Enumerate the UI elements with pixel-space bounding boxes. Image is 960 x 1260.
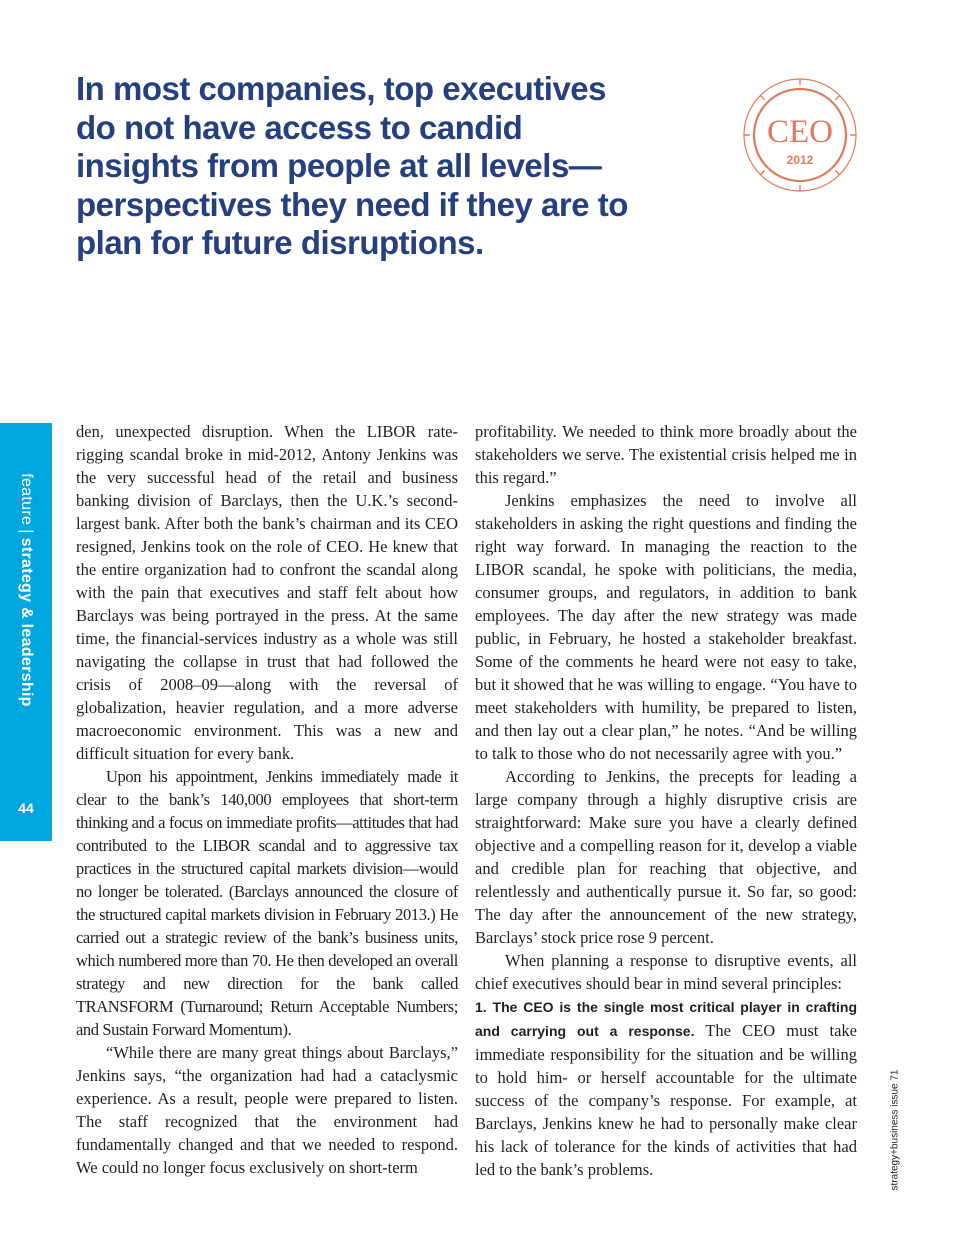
left-column [76, 420, 458, 1179]
section-label [17, 473, 35, 706]
principle-text: The CEO must take immediate responsibility for the situation and be willing to hold him- or herself accountable for the ultimate success of the company’s response. For example, at Barclays, Jenkins knew he had to personally make clear his lack of tolerance for the kinds of activities that had led to the bank’s problems. [475, 1021, 857, 1179]
seal-title: CEO [767, 114, 833, 150]
principle-paragraph [475, 995, 857, 1181]
principle-heading: 1. The CEO is the single most critical player in crafting and carrying out a response. [475, 999, 857, 1039]
right-column [475, 420, 857, 1181]
body-paragraph: den, unexpected disruption. When the LIBOR rate-rigging scandal broke in mid-2012, Antony Jenkins was the very successful head of the retail and business banking division of Barclays, then the U.K.’s second-largest bank. After both the bank’s chairman and its CEO resigned, Jenkins took on the role of CEO. He knew that the entire organization had to confront the scandal along with the pain that executives and staff felt about how Barclays was being portrayed in the press. At the same time, the financial-services industry as a whole was still navigating the collapse in trust that had followed the crisis of 2008–09—along with the reversal of globalization, heavier regulation, and a more adverse macroeconomic environment. This was a new and difficult situation for every bank. [76, 422, 458, 763]
body-paragraph: Upon his appointment, Jenkins immediately made it clear to the bank’s 140,000 employees that short-term thinking and a focus on immediate profits—attitudes that had contributed to the LIBOR scandal and to aggressive tax practices in the structured capital markets division—would no longer be tolerated. (Barclays announced the closure of the structured capital markets division in February 2013.) He carried out a strategic review of the bank’s business units, which numbered more than 70. He then developed an overall strategy and new direction for the bank called TRANSFORM (Turnaround; Return Acceptable Numbers; and Sustain Forward Momentum). [76, 767, 458, 1039]
seal-icon [741, 76, 859, 194]
seal-year: 2012 [786, 153, 814, 167]
body-paragraph: profitability. We needed to think more broadly about the stakeholders we serve. The existential crisis helped me in this regard.” [475, 422, 857, 487]
body-paragraph: Jenkins emphasizes the need to involve all stakeholders in asking the right questions and finding the right way forward. In managing the reaction to the LIBOR scandal, he spoke with politicians, the media, consumer groups, and regulators, in addition to bank employees. The day after the new strategy was made public, in February, he hosted a stakeholder breakfast. Some of the comments he heard were not easy to take, but it showed that he was willing to engage. “You have to meet stakeholders with humility, be prepared to listen, and then lay out a clear plan,” he notes. “And be willing to talk to those who do not necessarily agree with you.” [475, 491, 857, 763]
folio: strategy+business issue 71 [889, 1069, 901, 1191]
section-kicker: feature [18, 473, 35, 526]
page-number: 44 [18, 800, 34, 816]
pull-quote: In most companies, top executives do not have access to candid insights from people at all levels—perspectives they need if they are to plan for future disruptions. [76, 70, 628, 261]
body-paragraph: “While there are many great things about Barclays,” Jenkins says, “the organization had had a cataclysmic experience. As a result, people were prepared to listen. The staff recognized that the environment had fundamentally changed and that we needed to respond. We could no longer focus exclusively on short-term [76, 1043, 458, 1177]
section-title: strategy & leadership [18, 537, 35, 707]
body-paragraph: According to Jenkins, the precepts for leading a large company through a highly disruptive crisis are straightforward: Make sure you have a clearly defined objective and a compelling reason for it, develop a viable and credible plan for reaching that objective, and relentlessly and authentically pursue it. So far, so good: The day after the announcement of the new strategy, Barclays’ stock price rose 9 percent. [475, 767, 857, 947]
ceo-2012-seal [741, 76, 859, 194]
section-separator: | [18, 529, 35, 534]
body-paragraph: When planning a response to disruptive events, all chief executives should bear in mind several principles: [475, 951, 857, 993]
